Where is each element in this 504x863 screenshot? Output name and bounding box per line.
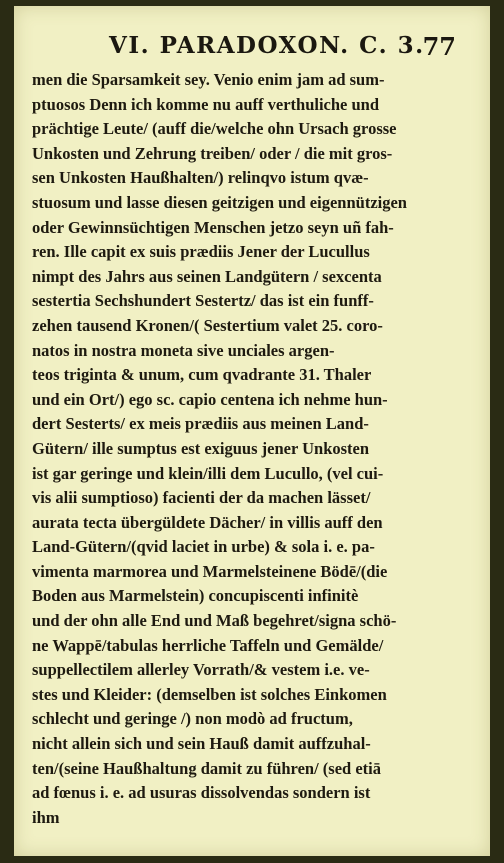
text-line: schlecht und geringe /) non modò ad fructum, [32,709,353,729]
text-line: stuosum und lasse diesen geitzigen und eigennützigen [32,192,407,212]
page-number: 77 [422,32,456,61]
text-line: ten/(seine Haußhaltung damit zu führen/ (sed etiā [32,758,381,778]
text-line: zehen tausend Kronen/( Sestertium valet 25. coro- [32,315,383,335]
text-line: teos triginta & unum, cum qvadrante 31. Thaler [32,365,372,385]
text-line: ad fœnus i. e. ad usuras dissolvendas sondern ist [32,783,371,803]
book-page [14,6,490,856]
text-line: suppellectilem allerley Vorrath/& vestem i.e. ve- [32,660,370,680]
text-line: natos in nostra moneta sive unciales argen- [32,340,335,360]
text-line: aurata tecta übergüldete Dächer/ in villis auff den [32,512,383,532]
text-line: oder Gewinnsüchtigen Menschen jetzo seyn uñ fah- [32,217,394,237]
text-line: nicht allein sich und sein Hauß damit auffzuhal- [32,734,371,754]
text-line: Boden aus Marmelstein) concupiscenti infinitè [32,586,359,606]
text-line: Land-Gütern/(qvid laciet in urbe) & sola i. e. pa- [32,537,375,557]
text-line: ne Wappē/tabulas herrliche Taffeln und Gemälde/ [32,635,384,655]
text-line: ihm [32,807,60,827]
text-line: dert Sesterts/ ex meis prædiis aus meinen Land- [32,414,369,434]
text-line: ist gar geringe und klein/illi dem Lucullo, (vel cui- [32,463,384,483]
text-line: vimenta marmorea und Marmelsteinene Bödē/(die [32,561,388,581]
body-text [32,68,472,830]
text-line: und ein Ort/) ego sc. capio centena ich nehme hun- [32,389,388,409]
text-line: Gütern/ ille sumptus est exiguus jener Unkosten [32,438,370,458]
text-line: nimpt des Jahrs aus seinen Landgütern / sexcenta [32,266,382,286]
page-header [14,32,490,68]
running-head: VI. PARADOXON. C. 3. [109,32,425,59]
text-line: Unkosten und Zehrung treiben/ oder / die mit gros- [32,143,393,163]
text-line: prächtige Leute/ (auff die/welche ohn Ursach grosse [32,119,397,139]
text-line: stes und Kleider: (demselben ist solches Einkomen [32,684,387,704]
text-line: sestertia Sechshundert Sestertz/ das ist ein funff- [32,291,374,311]
text-line: und der ohn alle End und Maß begehret/signa schö- [32,611,397,631]
text-line: sen Unkosten Haußhalten/) relinqvo istum qvæ- [32,168,369,188]
text-line: ren. Ille capit ex suis prædiis Jener der Lucullus [32,242,370,262]
text-line: ptuosos Denn ich komme nu auff verthuliche und [32,94,380,114]
text-line: vis alii sumptioso) facienti der da machen lässet/ [32,488,371,508]
text-line: men die Sparsamkeit sey. Venio enim jam ad sum- [32,70,385,89]
